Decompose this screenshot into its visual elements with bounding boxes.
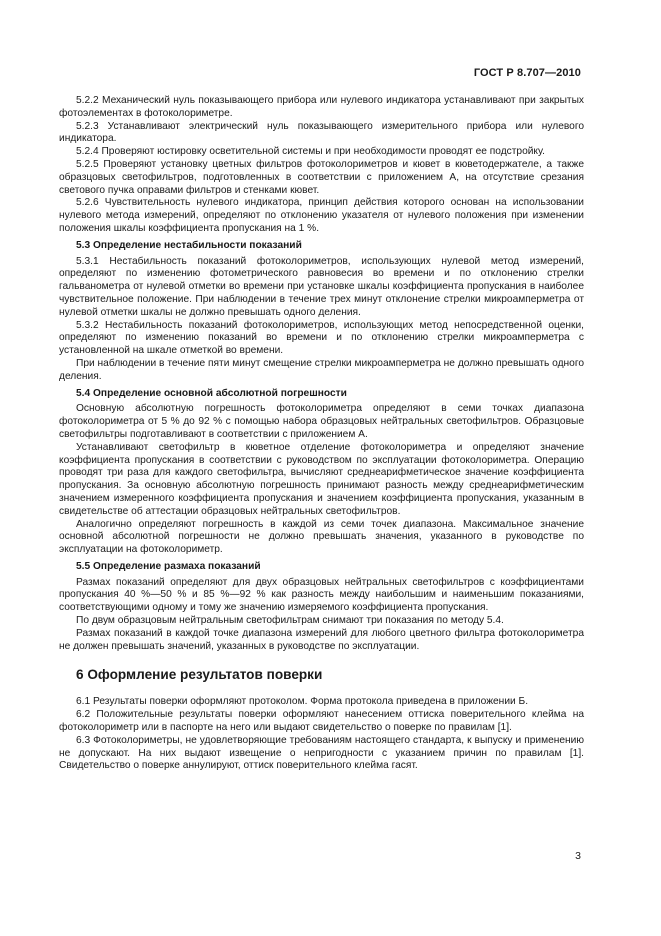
clause-5-2-2: 5.2.2 Механический нуль показывающего прибора или нулевого индикатора устанавливают при закрытых фотоэлементах в фотоколориметре. (59, 95, 584, 119)
clause-5-3-2: 5.3.2 Нестабильность показаний фотоколориметров, использующих метод непосредственной оценки, определяют по изменению показаний во времени и по отклонению стрелки микроамперметра с установленной на шкале отметкой во времени. (59, 319, 584, 357)
heading-5-4: 5.4 Определение основной абсолютной погрешности (76, 387, 347, 399)
clause-6-1: 6.1 Результаты поверки оформляют протоколом. Форма протокола приведена в приложении Б. (76, 696, 529, 708)
clause-5-2-6: 5.2.6 Чувствительность нулевого индикатора, принцип действия которого основан на использовании нулевого метода измерений, определяют по отклонению указателя от нулевого положения при изменении положения шкалы коэффициента пропускания на 1 %. (59, 197, 584, 234)
clause-5-4-para-2: Устанавливают светофильтр в кюветное отделение фотоколориметра и определяют значение коэффициента пропускания в соответствии с руководством по эксплуатации фотоколориметра. Операцию проводят три раза для каждого светофильтра, вычисляют среднеарифметическое значение коэффициента пропускания. За основную абсолютную погрешность принимают разность между среднеарифметическим значением измеренного коэффициента пропускания и значением коэффициента пропускания, указанным в свидетельстве об аттестации образцовых нейтральных светофильтров. (59, 441, 584, 517)
clause-5-3-1: 5.3.1 Нестабильность показаний фотоколориметров, использующих нулевой метод измерений, определяют по изменению фотометрического равновесия во времени и по отклонению стрелки гальванометра от нулевой отметки во времени при установке шкалы коэффициента пропускания в наиболее чувствительное положение. При наблюдении в течение трех минут отклонение стрелки микроамперметра от нулевой отметки шкалы не должно превышать одного деления. (59, 255, 584, 318)
document-body (59, 95, 584, 773)
heading-5-3: 5.3 Определение нестабильности показаний (76, 239, 302, 251)
clause-5-2-4: 5.2.4 Проверяют юстировку осветительной системы и при необходимости проводят ее подстройку. (76, 146, 545, 158)
clause-5-5-para-3: Размах показаний в каждой точке диапазона измерений для любого цветного фильтра фотоколориметра не должен превышать значений, указанных в руководстве по эксплуатации. (59, 627, 584, 652)
clause-5-2-3: 5.2.3 Устанавливают электрический нуль показывающего измерительного прибора или нулевого индикатора. (59, 120, 584, 145)
clause-5-5-para-2: По двум образцовым нейтральным светофильтрам снимают три показания по методу 5.4. (76, 615, 504, 627)
standard-header: ГОСТ Р 8.707—2010 (473, 67, 581, 79)
clause-5-4-para-3: Аналогично определяют погрешность в каждой из семи точек диапазона. Максимальное значение основной абсолютной погрешности не должно превышать значения, указанного в руководстве по эксплуатации на фотоколориметр. (59, 518, 584, 556)
clause-6-3: 6.3 Фотоколориметры, не удовлетворяющие требованиям настоящего стандарта, к выпуску и применению не допускают. На них выдают извещение о непригодности с указанием причин по правилам [1]. Свидетельство о поверке аннулируют, оттиск поверительного клейма гасят. (59, 734, 584, 772)
clause-6-2: 6.2 Положительные результаты поверки оформляют нанесением оттиска поверительного клейма на фотоколориметр или в паспорте на него или выдают свидетельство о поверке по правилам [1]. (59, 709, 584, 734)
heading-section-6: 6 Оформление результатов поверки (76, 667, 323, 683)
clause-5-4-para-1: Основную абсолютную погрешность фотоколориметра определяют в семи точках диапазона фотоколориметра от 5 % до 92 % с помощью набора образцовых нейтральных светофильтров. Образцовые светофильтры подготавливают в соответствии с приложением А. (59, 403, 584, 440)
clause-5-5-para-1: Размах показаний определяют для двух образцовых нейтральных светофильтров с коэффициентами пропускания 40 %—50 % и 85 %—92 % как разность между наибольшим и наименьшим показаниями, соответствующими одному и тому же значению измеряемого коэффициента пропускания. (59, 576, 584, 614)
clause-5-3-2-note: При наблюдении в течение пяти минут смещение стрелки микроамперметра не должно превышать одного деления. (59, 357, 584, 382)
clause-5-2-5: 5.2.5 Проверяют установку цветных фильтров фотоколориметров и кювет в кюветодержателе, а также образцовых светофильтров, подготовленных в соответствии с приложением А, на отсутствие срезания светового пучка оправами фильтров и стенками кювет. (59, 158, 584, 196)
heading-5-5: 5.5 Определение размаха показаний (76, 560, 261, 572)
page-number: 3 (575, 850, 581, 862)
